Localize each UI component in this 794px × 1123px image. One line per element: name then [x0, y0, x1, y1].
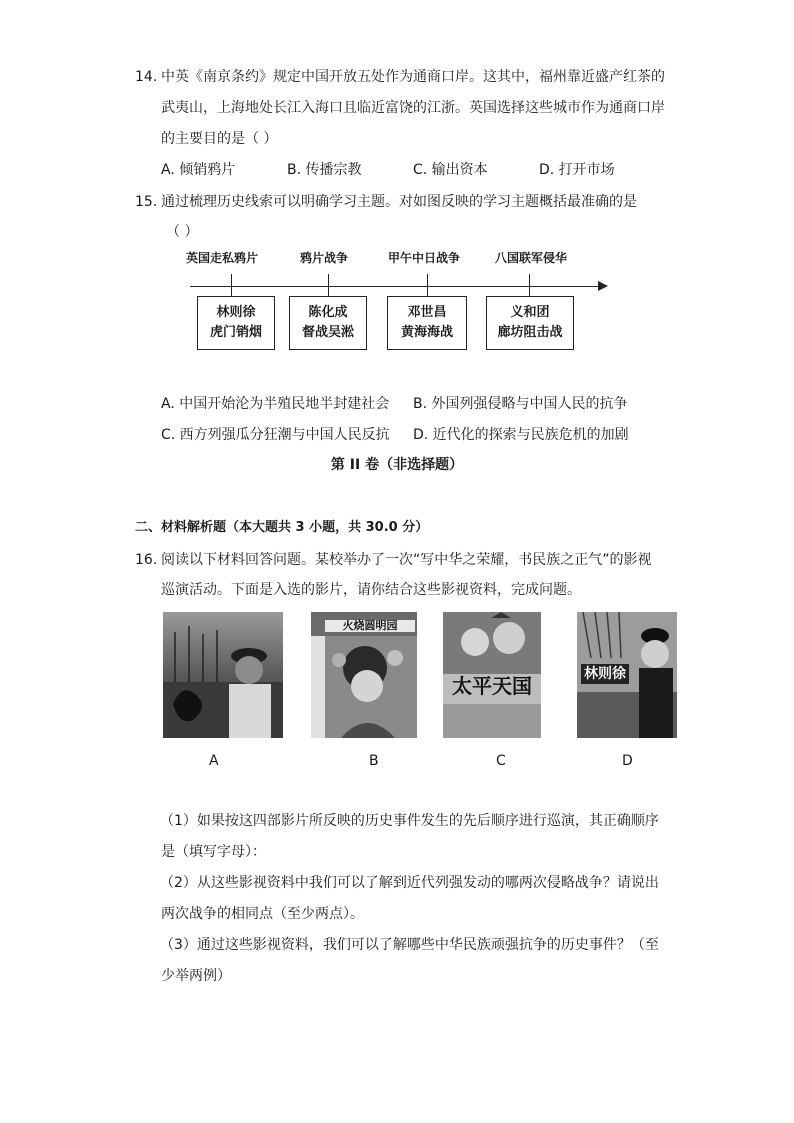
timeline-label-4: 八国联军侵华	[495, 251, 568, 265]
question-14-option-a: A. 倾销鸦片	[161, 162, 236, 178]
sub-question-1-line-2: 是（填写字母）：	[161, 844, 266, 860]
question-14-text-line-3: 的主要目的是（ ）	[161, 131, 278, 147]
timeline-label-1: 英国走私鸦片	[186, 251, 259, 265]
timeline-tick-4	[529, 274, 530, 296]
timeline-event-2-event: 督战吴淞	[301, 325, 354, 340]
question-15-option-b: B. 外国列强侵略与中国人民的抗争	[413, 396, 628, 412]
timeline-axis	[190, 286, 600, 287]
question-14-number: 14.	[135, 69, 158, 85]
timeline-tick-1	[231, 274, 232, 296]
poster-letter-d: D	[622, 753, 633, 769]
question-15-option-c: C. 西方列强瓜分狂潮与中国人民反抗	[161, 427, 390, 443]
question-15-text-line-1: 通过梳理历史线索可以明确学习主题。对如图反映的学习主题概括最准确的是	[161, 194, 637, 210]
timeline-event-3-person: 邓世昌	[407, 305, 447, 320]
question-14-text-line-2: 武夷山，上海地处长江入海口且临近富饶的江浙。英国选择这些城市作为通商口岸	[161, 100, 665, 116]
question-16-text-line-1: 阅读以下材料回答问题。某校举办了一次“写中华之荣耀，书民族之正气”的影视	[161, 552, 652, 568]
timeline-arrow-icon	[598, 281, 608, 291]
question-14-option-d: D. 打开市场	[539, 162, 615, 178]
timeline-tick-3	[427, 274, 428, 296]
timeline-label-3: 甲午中日战争	[388, 251, 461, 265]
timeline-label-2: 鸦片战争	[300, 251, 349, 265]
sub-question-3-line-1: （3）通过这些影视资料，我们可以了解哪些中华民族顽强抗争的历史事件？（至	[160, 937, 659, 953]
question-16-text-line-2: 巡演活动。下面是入选的影片，请你结合这些影视资料，完成问题。	[161, 582, 581, 598]
poster-letter-b: B	[369, 753, 379, 769]
timeline-event-3-event: 黄海海战	[400, 325, 453, 340]
question-15-option-d: D. 近代化的探索与民族危机的加剧	[413, 427, 629, 443]
timeline-event-box-1	[197, 296, 275, 350]
movie-poster-b	[311, 612, 417, 738]
poster-a-image	[163, 612, 283, 738]
timeline-event-1-event: 虎门销烟	[209, 325, 262, 340]
question-16-number: 16.	[135, 552, 158, 568]
sub-question-1-line-1: （1）如果按这四部影片所反映的历史事件发生的先后顺序进行巡演，其正确顺序	[160, 813, 659, 829]
section-title: 第 II 卷（非选择题）	[330, 457, 464, 473]
timeline-event-box-2	[289, 296, 367, 350]
movie-poster-d	[577, 612, 677, 738]
timeline-event-2-person: 陈化成	[308, 305, 348, 320]
movie-poster-a	[163, 612, 283, 738]
sub-question-2-line-2: 两次战争的相同点（至少两点）。	[161, 906, 364, 922]
poster-letter-a: A	[209, 753, 219, 769]
sub-question-2-line-1: （2）从这些影视资料中我们可以了解到近代列强发动的哪两次侵略战争？请说出	[160, 875, 659, 891]
poster-letter-c: C	[496, 753, 506, 769]
poster-b-title: 火烧圆明园	[325, 620, 415, 632]
sub-question-3-line-2: 少举两例）	[161, 968, 231, 984]
timeline-event-4-event: 廊坊阻击战	[497, 325, 563, 340]
question-15-number: 15.	[135, 194, 158, 210]
timeline-event-box-3	[387, 296, 467, 350]
timeline-event-4-person: 义和团	[510, 305, 550, 320]
poster-c-title: 太平天国	[452, 674, 532, 698]
timeline-tick-2	[328, 274, 329, 296]
question-15-text-line-2: （ ）	[166, 224, 199, 240]
question-15-option-a: A. 中国开始沦为半殖民地半封建社会	[161, 396, 390, 412]
movie-poster-c	[443, 612, 541, 738]
poster-d-title: 林则徐	[581, 664, 629, 684]
timeline-event-1-person: 林则徐	[216, 305, 256, 320]
question-14-text-line-1: 中英《南京条约》规定中国开放五处作为通商口岸。这其中，福州靠近盛产红茶的	[161, 69, 665, 85]
question-14-option-b: B. 传播宗教	[287, 162, 362, 178]
question-14-option-c: C. 输出资本	[413, 162, 488, 178]
section-2-header: 二、材料解析题（本大题共 3 小题，共 30.0 分）	[135, 520, 429, 535]
timeline-event-box-4	[486, 296, 574, 350]
